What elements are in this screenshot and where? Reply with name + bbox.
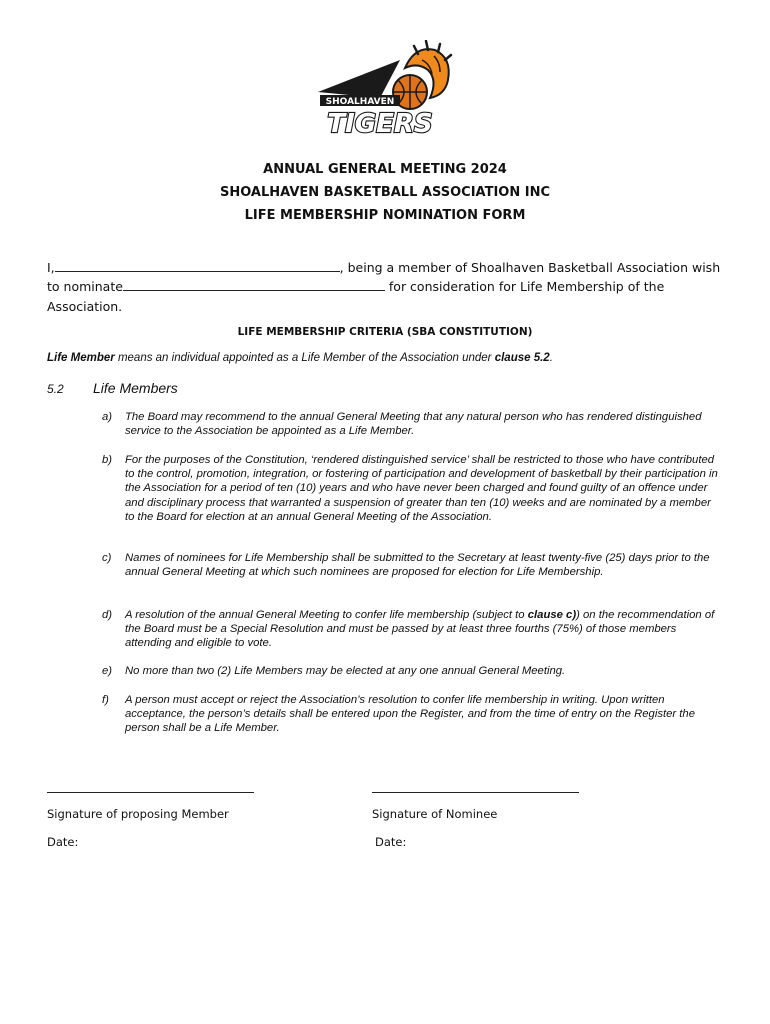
proposer-date-label: Date:: [47, 835, 79, 849]
item-clause-ref: clause c): [527, 609, 577, 621]
section-title: Life Members: [93, 380, 178, 396]
nominee-name-field[interactable]: [123, 280, 385, 291]
nomination-line-3: Association.: [47, 299, 123, 314]
definition-text: means an individual appointed as a Life Member of the Association under: [114, 352, 495, 364]
definition-end: .: [549, 352, 553, 364]
item-text: No more than two (2) Life Members may be elected at any one annual General Meeting.: [125, 665, 566, 677]
item-letter: b): [102, 454, 113, 466]
shoalhaven-tigers-logo: [310, 40, 455, 140]
item-text: [125, 608, 722, 651]
nominator-name-field[interactable]: [55, 261, 340, 272]
definition-term: Life Member: [47, 352, 115, 364]
criteria-item-d: [102, 608, 722, 651]
nomination-text-1: , being a member of Shoalhaven Basketball Association wish: [339, 260, 721, 275]
life-member-definition: [47, 352, 553, 364]
definition-clause: clause 5.2: [494, 352, 550, 364]
section-number: 5.2: [47, 382, 64, 396]
item-letter: e): [102, 665, 113, 677]
logo-swoosh: [318, 60, 400, 98]
item-text-post: ) on the recommendation of the Board must be a Special Resolution and must be passed by at least three fourths (75%) of those members attending and eligible to vote.: [125, 609, 715, 650]
item-text: Names of nominees for Life Membership shall be submitted to the Secretary at least twenty-five (25) days prior to the annual General Meeting at which such nominees are proposed for election for Life Membership.: [125, 552, 710, 579]
logo-text-shoalhaven: SHOALHAVEN: [325, 97, 395, 107]
item-letter: d): [102, 609, 113, 621]
nominee-date-label: Date:: [375, 835, 407, 849]
item-letter: c): [102, 552, 112, 564]
item-letter: f): [102, 694, 109, 706]
nomination-text-2: for consideration for Life Membership of the: [384, 279, 665, 294]
heading-form-title: LIFE MEMBERSHIP NOMINATION FORM: [244, 208, 526, 223]
item-text: The Board may recommend to the annual General Meeting that any natural person who has rendered distinguished service to the Association be appointed as a Life Member.: [125, 411, 702, 438]
nominee-signature-line[interactable]: [372, 792, 579, 793]
criteria-title: LIFE MEMBERSHIP CRITERIA (SBA CONSTITUTION): [237, 326, 533, 338]
item-text: A person must accept or reject the Association’s resolution to confer life membership in writing. Upon written acceptance, the person’s details shall be entered upon the Register, and from the time of entry on the Register the person shall be a Life Member.: [125, 694, 696, 735]
heading-association: SHOALHAVEN BASKETBALL ASSOCIATION INC: [219, 185, 550, 200]
criteria-item-f: [102, 693, 722, 736]
criteria-item-b: [102, 453, 722, 524]
to-nominate-text: to nominate: [47, 279, 123, 294]
proposer-signature-label: Signature of proposing Member: [47, 807, 229, 821]
item-text-pre: A resolution of the annual General Meeting to confer life membership (subject to: [125, 609, 528, 621]
criteria-item-a: [102, 410, 722, 438]
heading-meeting: ANNUAL GENERAL MEETING 2024: [263, 162, 507, 177]
nominator-prefix: I,: [47, 260, 55, 275]
nominee-signature-label: Signature of Nominee: [372, 807, 498, 821]
criteria-item-e: [102, 664, 722, 678]
criteria-item-c: [102, 551, 722, 579]
item-text: For the purposes of the Constitution, ‘rendered distinguished service’ shall be restricted to those who have contributed to the control, promotion, integration, or fostering of participation and development of basketball by their participation in the Association for a period of ten (10) years and who have never been charged and found guilty of an offence under and disciplinary process that warranted a suspension of greater than ten (10) weeks and are nominated by a member to the Board for election at an annual General Meeting of the Association.: [125, 454, 718, 523]
nomination-line-1: [47, 260, 720, 275]
proposer-signature-line[interactable]: [47, 792, 254, 793]
logo-text-tigers: TIGERS: [327, 109, 433, 139]
item-letter: a): [102, 411, 113, 423]
nomination-line-2: [47, 279, 664, 294]
